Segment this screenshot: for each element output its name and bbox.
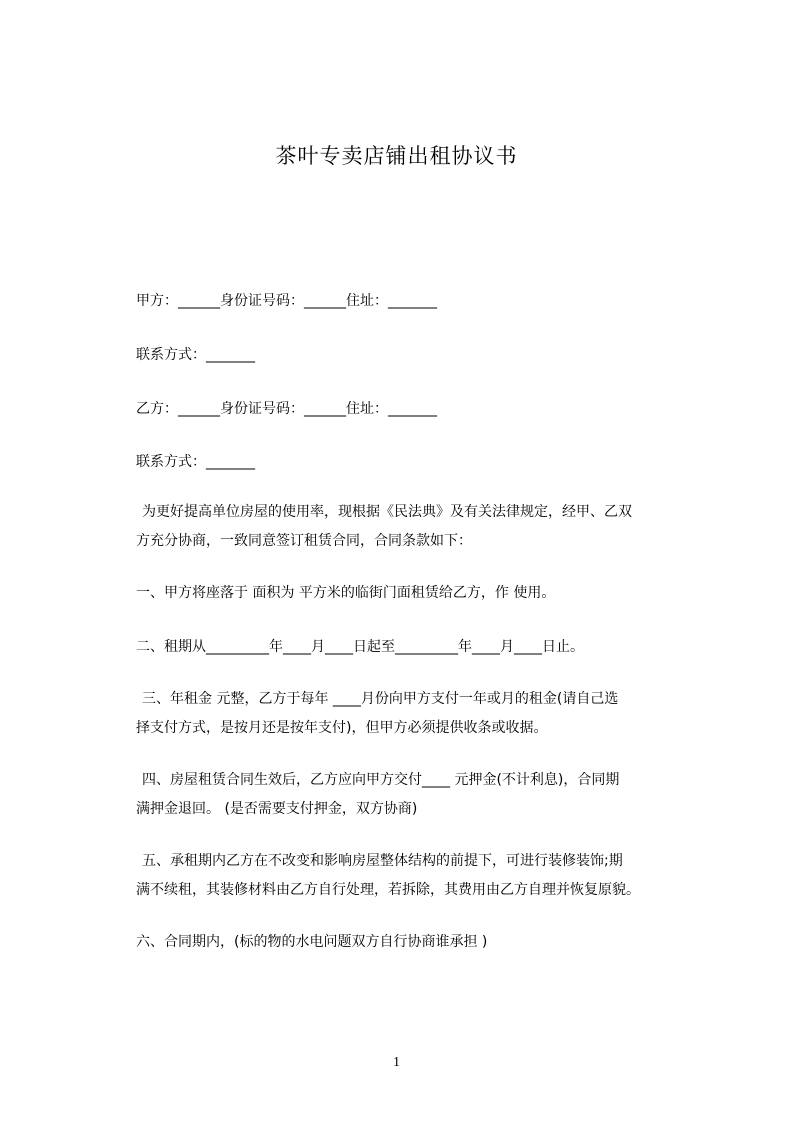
clause-4-line-1: 四、房屋租赁合同生效后，乙方应向甲方交付____ 元押金(不计利息)，合同期 (142, 772, 620, 788)
party-a-line: 甲方：______身份证号码：______住址：_______ (136, 293, 437, 309)
clause-5 (136, 847, 671, 905)
clause-5-line-2: 满不续租，其装修材料由乙方自行处理，若拆除，其费用由乙方自理并恢复原貌。 (136, 882, 640, 898)
clause-3-line-1: 三、年租金 元整，乙方于每年 ____月份向甲方支付一年或月的租金(请自己选 (142, 691, 619, 707)
intro-paragraph-line-1: 为更好提高单位房屋的使用率，现根据《民法典》及有关法律规定，经甲、乙双 (142, 504, 632, 520)
clause-5-line-1: 五、承租期内乙方在不改变和影响房屋整体结构的前提下，可进行装修装饰;期 (142, 853, 623, 869)
party-a-contact-line: 联系方式：_______ (136, 347, 255, 363)
clause-2: 二、租期从_________年____月____日起至_________年____月____日止。 (136, 639, 584, 655)
intro-paragraph (136, 498, 671, 556)
clause-6: 六、合同期内，(标的物的水电问题双方自行协商谁承担 ) (136, 934, 488, 950)
clause-3 (136, 685, 671, 743)
document-title: 茶叶专卖店铺出租协议书 (275, 144, 518, 168)
page-number: 1 (393, 1055, 400, 1070)
intro-paragraph-line-2: 方充分协商，一致同意签订租赁合同，合同条款如下： (136, 533, 472, 549)
clause-1: 一、甲方将座落于 面积为 平方米的临街门面租赁给乙方，作 使用。 (136, 585, 556, 601)
clause-4-line-2: 满押金退回。 (是否需要支付押金，双方协商) (136, 801, 418, 817)
party-b-contact-line: 联系方式：_______ (136, 454, 255, 470)
clause-3-line-2: 择支付方式，是按月还是按年支付)，但甲方必须提供收条或收据。 (136, 720, 548, 736)
clause-4 (136, 766, 671, 824)
party-b-line: 乙方：______身份证号码：______住址：_______ (136, 401, 437, 417)
